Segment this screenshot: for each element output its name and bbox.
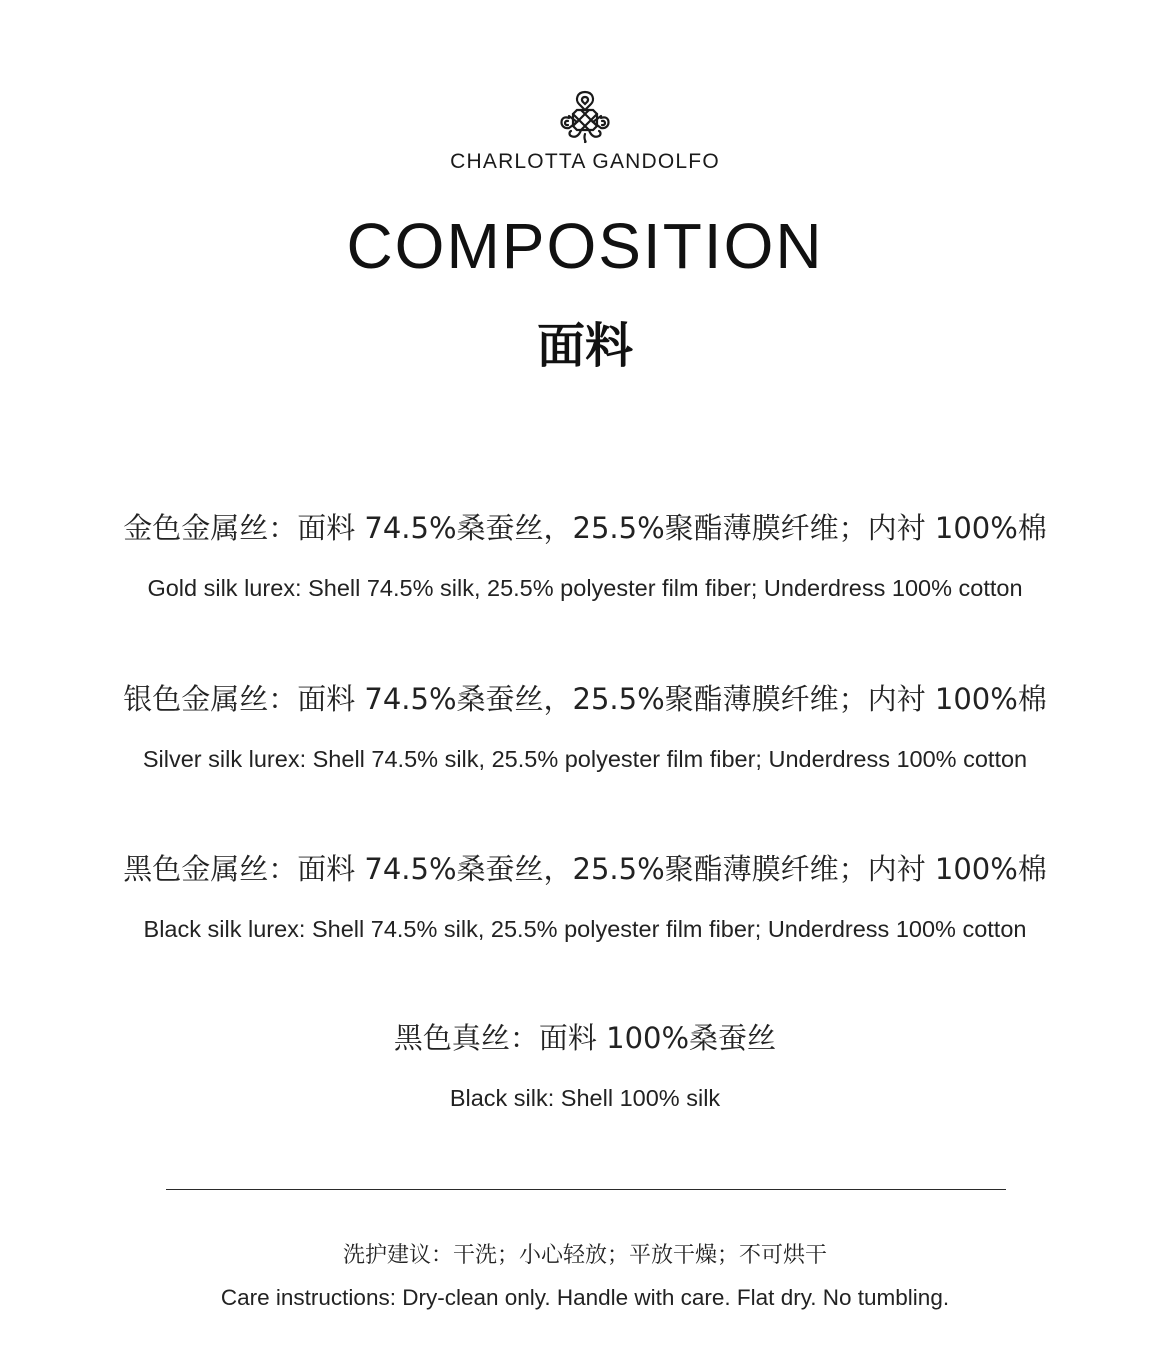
care-instructions-zh: 洗护建议：干洗；小心轻放；平放干燥；不可烘干	[342, 1243, 827, 1268]
composition-black-silk-zh: 黑色真丝：面料 100%桑蚕丝	[393, 1021, 777, 1055]
composition-silver-zh: 银色金属丝：面料 74.5%桑蚕丝，25.5%聚酯薄膜纤维；内衬 100%棉	[123, 682, 1047, 716]
endless-knot-icon	[555, 88, 615, 144]
composition-silver-en: Silver silk lurex: Shell 74.5% silk, 25.5% polyester film fiber; Underdress 100% cotton	[142, 746, 1028, 772]
page-subtitle: 面料	[536, 318, 633, 374]
section-divider	[166, 1189, 1006, 1190]
composition-gold-zh: 金色金属丝：面料 74.5%桑蚕丝，25.5%聚酯薄膜纤维；内衬 100%棉	[123, 511, 1047, 545]
composition-gold-en: Gold silk lurex: Shell 74.5% silk, 25.5% polyester film fiber; Underdress 100% cotton	[147, 575, 1023, 601]
composition-black-silk-en: Black silk: Shell 100% silk	[449, 1085, 721, 1111]
brand-logo	[0, 88, 1170, 144]
page-title: COMPOSITION	[346, 210, 824, 282]
composition-black-lurex-en: Black silk lurex: Shell 74.5% silk, 25.5% polyester film fiber; Underdress 100% cotton	[143, 916, 1027, 942]
composition-black-lurex-zh: 黑色金属丝：面料 74.5%桑蚕丝，25.5%聚酯薄膜纤维；内衬 100%棉	[123, 852, 1047, 886]
care-instructions-en: Care instructions: Dry-clean only. Handle with care. Flat dry. No tumbling.	[220, 1285, 950, 1310]
brand-name: CHARLOTTA GANDOLFO	[450, 150, 720, 173]
